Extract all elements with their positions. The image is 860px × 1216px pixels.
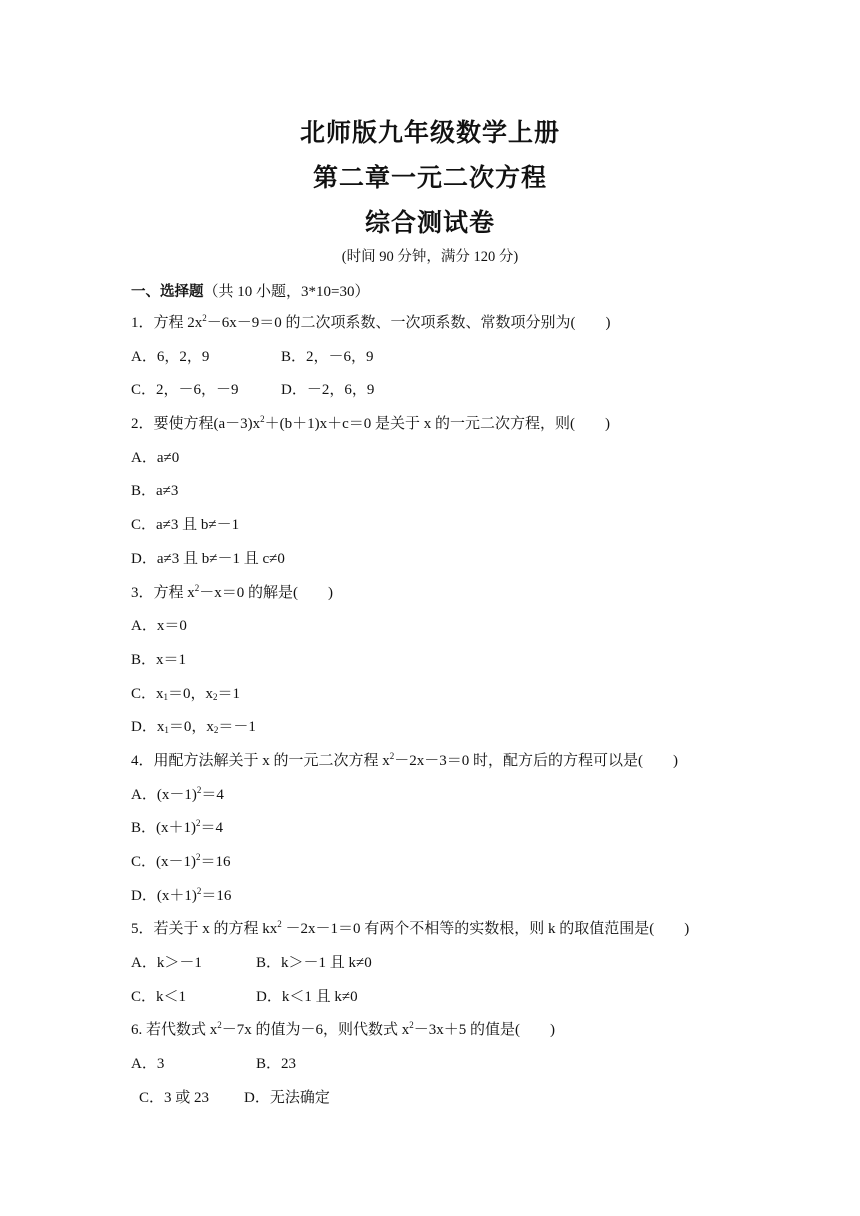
section-note: （共 10 小题，3*10=30） xyxy=(203,284,370,300)
q5-option-c: C．k＜1 xyxy=(131,988,187,1005)
question-6-options-ab xyxy=(131,1048,771,1082)
question-2-stem: 2．要使方程$(a-3)x^2+(b+1)x+c=0$ 是关于 x 的一元二次方程，则( ) xyxy=(131,414,611,433)
title-textbook: 北师版九年级数学上册 xyxy=(299,118,560,147)
exam-meta: (时间 90 分钟，满分 120 分) xyxy=(341,249,519,265)
q4-option-a: A．$(x-1)^2=4$ xyxy=(131,784,224,803)
q6-option-d: D．无法确定 xyxy=(244,1089,330,1106)
q6-option-b: B．23 xyxy=(256,1056,297,1073)
question-list xyxy=(131,307,771,1116)
q1-option-c: C．2，－6，－9 xyxy=(131,382,239,399)
q4-option-d: D．$(x+1)^2=16$ xyxy=(131,885,232,904)
question-1-options-cd xyxy=(131,374,771,408)
title-test: 综合测试卷 xyxy=(364,208,495,237)
q3-option-a: A．x＝0 xyxy=(131,618,187,635)
question-5-options-ab xyxy=(131,947,771,981)
q1-option-a: A．6，2，9 xyxy=(131,348,210,365)
q2-option-d: D．a≠3 且 b≠－1 且 c≠0 xyxy=(131,550,285,567)
q2-option-c: C．a≠3 且 b≠－1 xyxy=(131,517,240,534)
question-4-stem: 4．用配方法解关于 x 的一元二次方程 $x^2-2x-3=0$ 时，配方后的方程可以是( ) xyxy=(131,750,679,769)
q1-option-d: D．－2，6，9 xyxy=(281,382,375,399)
question-5-options-cd xyxy=(131,981,771,1015)
q4-option-c: C．$(x-1)^2=16$ xyxy=(131,852,231,870)
title-chapter: 第二章一元二次方程 xyxy=(312,163,547,192)
q5-option-d: D．k＜1 且 k≠0 xyxy=(256,988,358,1005)
q3-option-d: D．$x_1=0$，$x_2=-1$ xyxy=(131,719,256,736)
q3-option-c: C．$x_1=0$，$x_2=1$ xyxy=(131,685,241,702)
q4-option-b: B．$(x+1)^2=4$ xyxy=(131,818,224,837)
q6-option-c: C．3 或 23 xyxy=(139,1089,210,1106)
q5-option-b: B．k＞－1 且 k≠0 xyxy=(256,955,372,972)
q2-option-b: B．a≠3 xyxy=(131,483,179,500)
q2-option-a: A．a≠0 xyxy=(131,449,180,466)
question-6-stem: 6. 若代数式 $x^2-7x$ 的值为－6，则代数式 $x^2-3x+5$ 的值是( ) xyxy=(131,1020,556,1039)
question-5-stem: 5．若关于 x 的方程 $kx^2 -2x-1=0$ 有两个不相等的实数根，则 k 的取值范围是( ) xyxy=(131,919,690,938)
question-6-options-cd xyxy=(131,1082,771,1116)
question-3-stem: 3．方程 $x^2-x=0$ 的解是( ) xyxy=(131,582,334,601)
q6-option-a: A．3 xyxy=(131,1056,165,1073)
question-1-options-ab xyxy=(131,341,771,375)
q5-option-a: A．k＞－1 xyxy=(131,955,202,972)
section-title: 一、选择题 xyxy=(131,284,204,300)
title-block xyxy=(0,110,860,245)
section-heading xyxy=(131,280,369,301)
q1-option-b: B．2，－6，9 xyxy=(281,348,374,365)
question-1-stem: 1．方程 $2x^2-6x-9=0$ 的二次项系数、一次项系数、常数项分别为( ) xyxy=(131,313,611,331)
q3-option-b: B．x＝1 xyxy=(131,651,187,668)
